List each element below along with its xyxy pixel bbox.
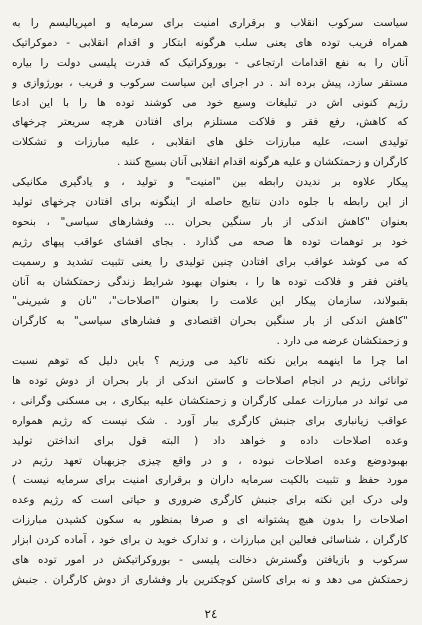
text-line: مستقر سازد، پیش برده اند . در اجرای این سیاست سرکوب و فریب ، بورژوازی و [12,76,408,89]
text-line: بعنوان "کاهش اندکی از بار سنگین بحران ... وفشارهای سیاسی" ، بنحوه [12,215,408,228]
text-line: سیاست سرکوب انقلاب و برقراری امنیت برای سرمایه و امپریالیسم را به [12,17,408,29]
text-line: می تواند در مبارزات عملی کارگران و زحمتکشان علیه بیکاری ، بی مسکنی وگرانی ، [12,394,408,407]
text-line: سرکوب و بازیافتن وگسترش دخالت پلیسی - بوروکراتیکش در امور توده های [12,554,408,567]
text-line: خود بر توهمات توده ها صحه می گذارد . بجای افشای عواقب پیهای رژیم [12,235,408,248]
text-line: بقبولاند، سازمان پیکار این علامت را بعنوان "اصلاحات"، "نان و شیرینی" [12,295,408,308]
text-line: و زحمتکشان عرضه می دارد . [276,335,408,348]
text-line: که کاهش، رفع فقر و فلاکت مستلزم برای افتادن هرچه سریعتر چرخهای [12,116,408,129]
text-line: "کاهش اندکی از بار سنگین بحران اقتصادی و فشارهای سیاسی" به کارگران [12,315,408,328]
text-line: رژیم کنونی اش در تبلیغات وسیع خود می کوشند توده ها را با این ادعا [12,96,408,109]
text-line: تولیدی است، علیه مبارزات خلق های انقلابی ، علیه مبارزات و تشکلات [12,136,408,149]
paragraph-3 [12,352,408,591]
text-line: بهبودوضع وعده اصلاحات نبوده ، و در واقع چیزی جزبهبان تعهد رژیم در [12,454,408,467]
page-number: ٢٤ [204,607,218,621]
text-line: کارگران و زحمتکشان و علیه هرگونه اقدام انقلابی آنان بسیج کنند . [117,156,408,169]
paragraph-2 [12,173,408,352]
text-line: اما چرا ما اینهمه براین نکته تاکید می ورزیم ؟ باین دلیل که توهم نسبت [12,355,408,368]
text-line: ولی درک این نکته برای جنبش کارگری ضروری و حیاتی است که رژیم وعده [12,494,408,507]
text-line: همراه فریب توده های یعنی سلب هرگونه ابتکار و اقدام انقلابی - دموکراتیک [12,36,408,49]
text-line: وعده اصلاحات داده و خواهد داد ( البته قول برای انداختن تولید [12,434,408,447]
text-line: عواقب زیانباری برای جنبش کارگری ببار آورد . شک نیست که رژیم همواره [12,414,408,427]
text-line: اصلاحات را بدون هیچ پشتوانه ای و صرفا بمنظور به سکون کشیدن مبارزات [12,514,408,527]
text-line: از این رابطه با جلوه دادن نتایج حاصله از اینگونه برای افتادن چرخهای تولید [12,196,408,209]
text-line: کارگران ، شناسائی فعالین این مبارزات ، و تدارک خوید ن برای خود ، آماده کردن ابزار [12,534,408,547]
text-line: مورد حفظ و تثبیت بالکیت سرمایه داران و برقراری امنیت برای سرمایه نیست ) [12,474,408,487]
text-line: یافتن فقر و فلاکت توده ها را ، بعنوان بهبود شرایط زندگی زحمتکشان به آنان [12,275,408,288]
text-line: زحمتکش می دهد و نه برای کاستن کوچکترین بار وفشاری از دوش کارگران . جنبش [12,573,408,586]
paragraph-1 [12,14,408,173]
text-line: توانائی رژیم در انجام اصلاحات و کاستن اندکی از بار بحران از دوش توده ها [12,375,408,388]
text-line: که می کوشد عواقب برای افتادن چنین تولیدی را یعنی تثبیت تشدید و رسمیت [12,255,408,268]
text-line: آنان را به نفع اقدامات ارتجاعی - بوروکراتیک که قدرت پلیسی دولت را بیاره [12,56,408,69]
text-line: پیکار علاوه بر ندیدن رابطه بین "امنیت" و تولید ، و یادگیری مکانیکی [12,176,408,189]
